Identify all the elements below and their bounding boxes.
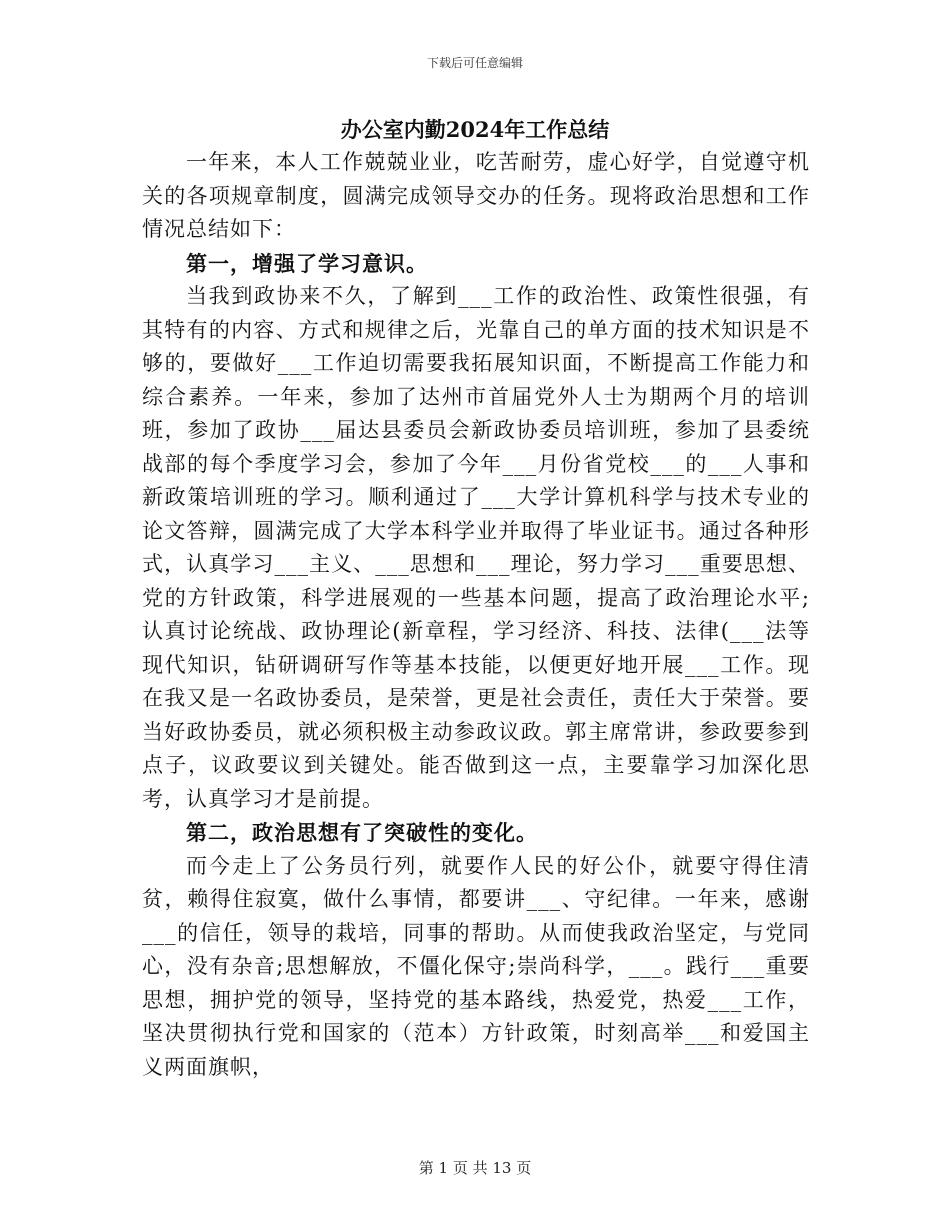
document-body <box>142 146 810 1084</box>
page-number-footer: 第 1 页 共 13 页 <box>418 1159 532 1177</box>
intro-paragraph: 一年来，本人工作兢兢业业，吃苦耐劳，虚心好学，自觉遵守机关的各项规章制度，圆满完成领导交办的任务。现将政治思想和工作情况总结如下： <box>142 150 810 241</box>
section-2-heading: 第二，政治思想有了突破性的变化。 <box>186 820 538 845</box>
section-1-paragraph: 当我到政协来不久，了解到___工作的政治性、政策性很强，有其特有的内容、方式和规律之后，光靠自己的单方面的技术知识是不够的，要做好___工作迫切需要我拓展知识面，不断提高工作能力和综合素养。一年来，参加了达州市首届党外人士为期两个月的培训班，参加了政协___届达县委员会新政协委员培训班，参加了县委统战部的每个季度学习会，参加了今年___月份省党校___的___人事和新政策培训班的学习。顺利通过了___大学计算机科学与技术专业的论文答辩，圆满完成了大学本科学业并取得了毕业证书。通过各种形式，认真学习___主义、___思想和___理论，努力学习___重要思想、党的方针政策，科学进展观的一些基本问题，提高了政治理论水平;认真讨论统战、政协理论(新章程，学习经济、科技、法律(___法等现代知识，钻研调研写作等基本技能，以便更好地开展___工作。现在我又是一名政协委员，是荣誉，更是社会责任，责任大于荣誉。要当好政协委员，就必须积极主动参政议政。郭主席常讲，参政要参到点子，议政要议到关键处。能否做到这一点，主要靠学习加深化思考，认真学习才是前提。 <box>142 284 810 811</box>
header-note: 下载后可任意编辑 <box>426 56 523 70</box>
document-title: 办公室内勤2024年工作总结 <box>340 117 610 142</box>
section-1-heading: 第一，增强了学习意识。 <box>186 250 428 276</box>
section-2-paragraph: 而今走上了公务员行列，就要作人民的好公仆，就要守得住清贫，赖得住寂寞，做什么事情，都要讲___、守纪律。一年来，感谢___的信任，领导的栽培，同事的帮助。从而使我政治坚定，与党同心，没有杂音;思想解放，不僵化保守;崇尚科学，___。践行___重要思想，拥护党的领导，坚持党的基本路线，热爱党，热爱___工作，坚决贯彻执行党和国家的（范本）方针政策，时刻高举___和爱国主义两面旗帜， <box>142 853 810 1079</box>
